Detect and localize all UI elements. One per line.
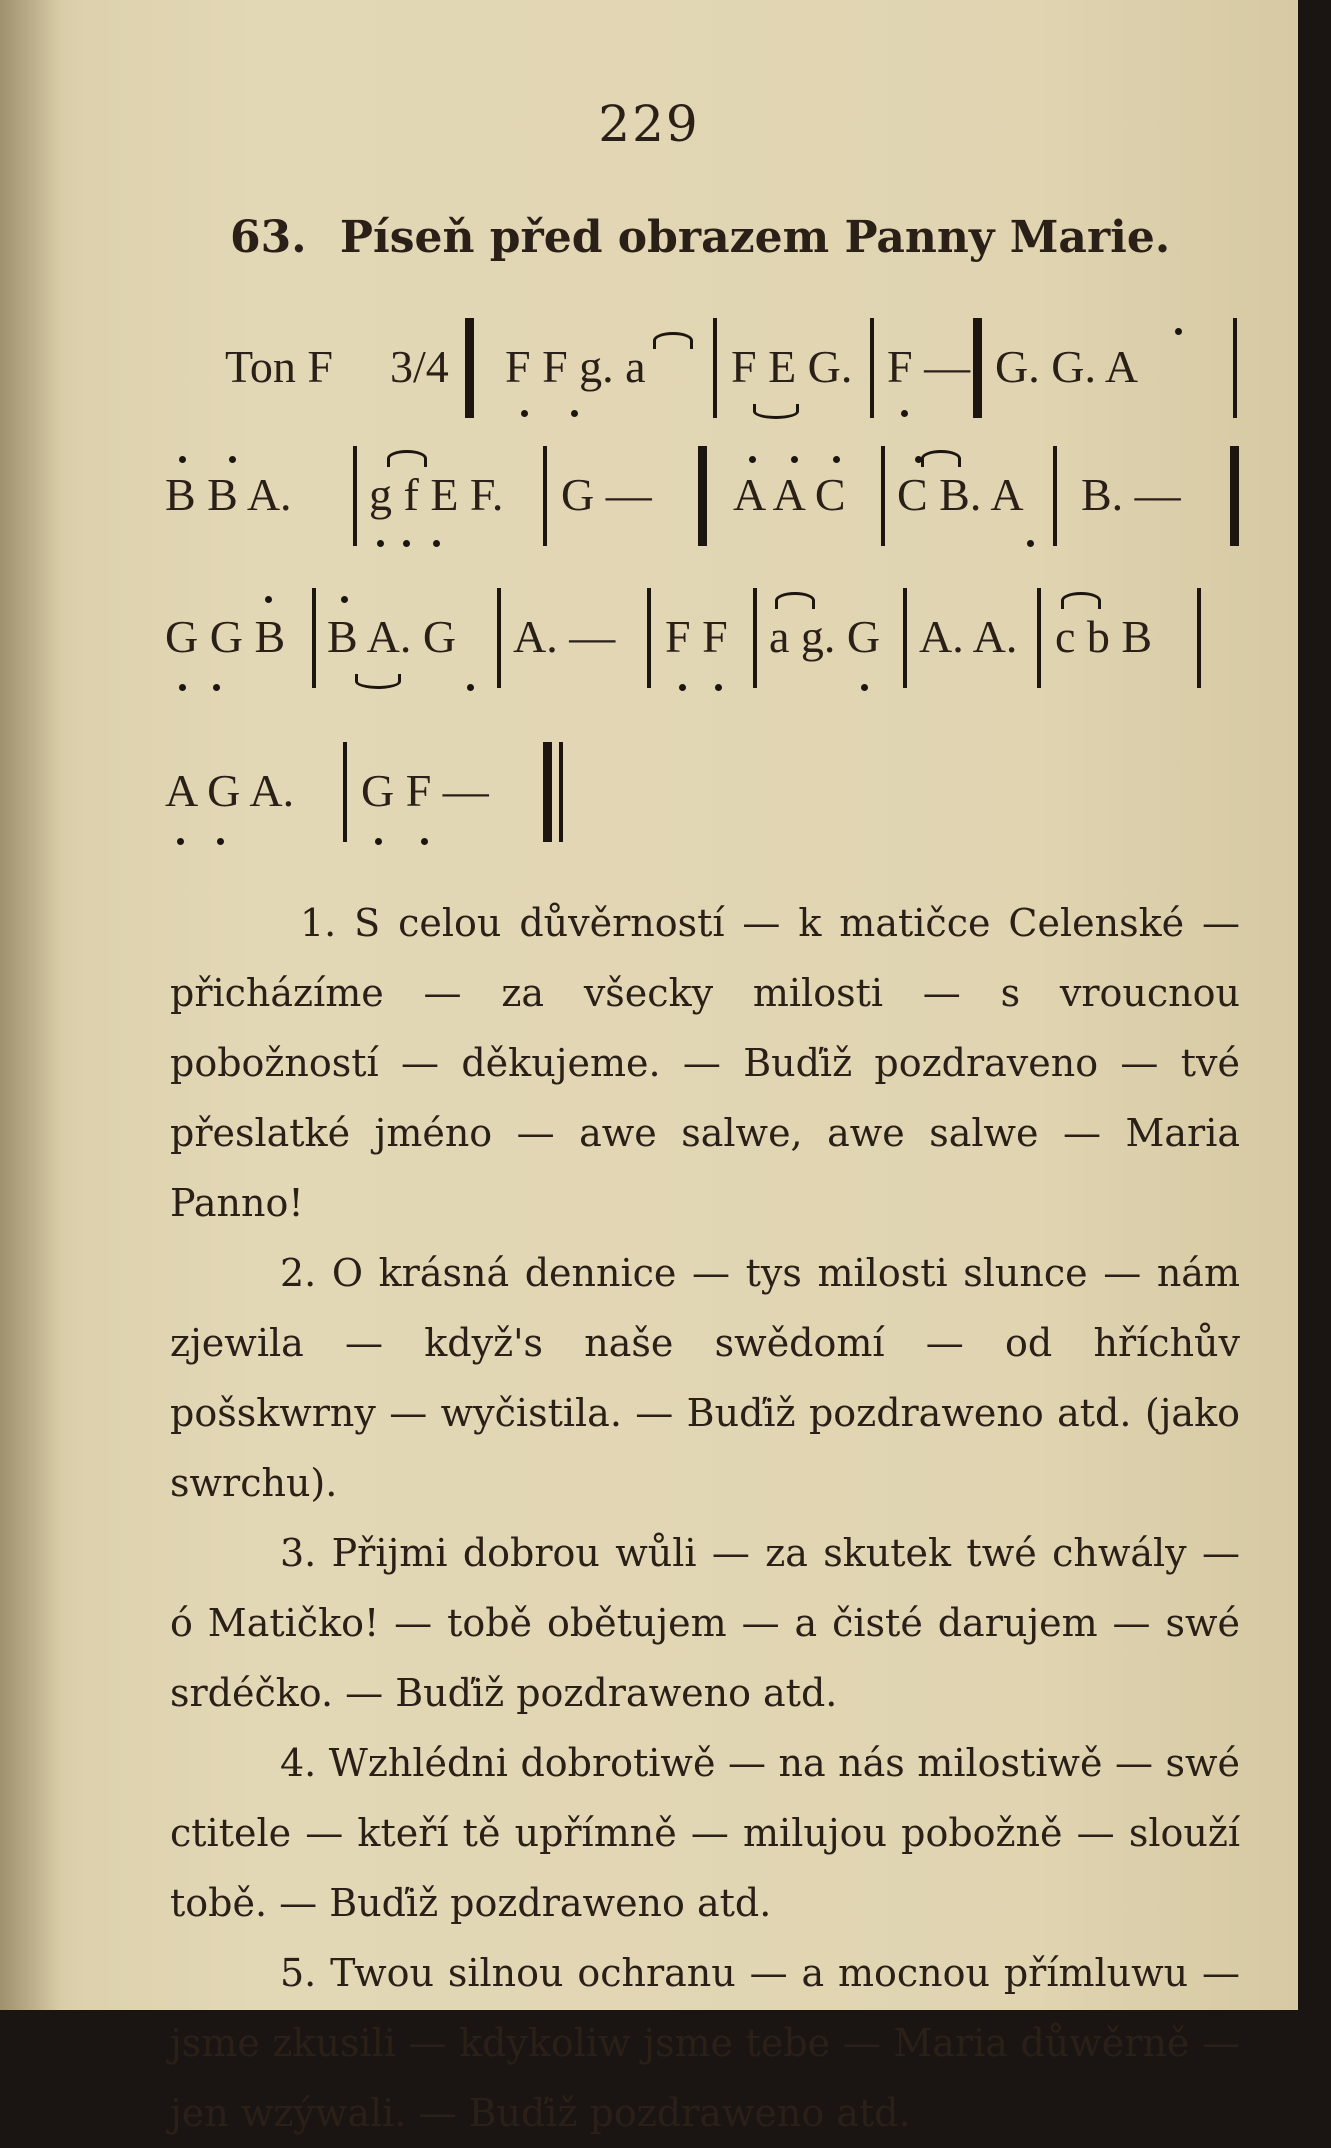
octave-dot bbox=[915, 456, 922, 463]
barline bbox=[870, 318, 874, 418]
octave-dot bbox=[679, 684, 686, 691]
melody-measure: A G A. bbox=[165, 765, 295, 816]
octave-dot bbox=[213, 684, 220, 691]
octave-dot bbox=[833, 456, 840, 463]
verse-2: 2. O krásná dennice — tys milosti slunce — nám zjewila — když's naše swědomí — od hříchův pošskwrny — wyčistila. — Buďiž pozdraweno atd. (jako swrchu). bbox=[170, 1251, 1240, 1505]
octave-dot bbox=[1027, 540, 1034, 547]
octave-dot bbox=[433, 540, 440, 547]
octave-dot bbox=[377, 540, 384, 547]
octave-dot bbox=[403, 540, 410, 547]
verse-1: 1. S celou důvěrností — k matičce Celenské — přicházíme — za všecky milosti — s vroucnou pobožností — děkujeme. — Buďiž pozdraveno — tvé přeslatké jméno — awe salwe, awe salwe — Maria Panno! bbox=[170, 901, 1240, 1225]
octave-dot bbox=[341, 596, 348, 603]
slur-mark bbox=[921, 450, 961, 467]
double-barline bbox=[973, 318, 982, 418]
melody-measure: A A C bbox=[733, 469, 846, 520]
octave-dot bbox=[1175, 328, 1182, 335]
melody-measure: G. G. A bbox=[995, 341, 1139, 392]
slur-mark bbox=[387, 450, 427, 467]
melody-measure: F F bbox=[665, 611, 728, 662]
melody-measure: F F g. a bbox=[505, 341, 646, 392]
page-number: 229 bbox=[598, 95, 700, 153]
verse-3: 3. Přijmi dobrou wůli — za skutek twé chwály — ó Matičko! — tobě obětujem — a čisté darujem — swé srdéčko. — Buďiž pozdraweno atd. bbox=[170, 1531, 1240, 1715]
barline bbox=[1053, 446, 1057, 546]
barline bbox=[881, 446, 885, 546]
melody-measure: C B. A bbox=[897, 469, 1024, 520]
octave-dot bbox=[217, 838, 224, 845]
octave-dot bbox=[901, 410, 908, 417]
melody-line-4 bbox=[165, 742, 665, 852]
final-barline bbox=[559, 742, 563, 842]
octave-dot bbox=[791, 456, 798, 463]
melody-measure: c b B bbox=[1055, 611, 1153, 662]
octave-dot bbox=[571, 410, 578, 417]
barline bbox=[903, 588, 907, 688]
slur-mark bbox=[1061, 592, 1101, 609]
barline bbox=[1197, 588, 1201, 688]
octave-dot bbox=[265, 596, 272, 603]
melody-measure: A. A. bbox=[919, 611, 1018, 662]
barline bbox=[1233, 318, 1237, 418]
song-title bbox=[230, 212, 1230, 263]
melody-meter: 3/4 bbox=[390, 341, 449, 392]
tie-mark bbox=[753, 404, 799, 419]
octave-dot bbox=[179, 456, 186, 463]
melody-measure: F E G. bbox=[731, 341, 853, 392]
slur-mark bbox=[653, 332, 693, 349]
octave-dot bbox=[179, 684, 186, 691]
double-barline bbox=[698, 446, 707, 546]
barline bbox=[753, 588, 757, 688]
melody-line-3 bbox=[165, 588, 1245, 698]
melody-measure: B B A. bbox=[165, 469, 292, 520]
octave-dot bbox=[749, 456, 756, 463]
barline bbox=[343, 742, 347, 842]
octave-dot bbox=[521, 410, 528, 417]
melody-measure: A. — bbox=[513, 611, 616, 662]
octave-dot bbox=[861, 684, 868, 691]
spine-shadow bbox=[0, 0, 60, 2010]
song-verses bbox=[170, 888, 1240, 2148]
barline bbox=[465, 318, 474, 418]
barline bbox=[543, 446, 547, 546]
melody-measure: F — bbox=[887, 341, 971, 392]
melody-key: Ton F bbox=[225, 341, 333, 392]
octave-dot bbox=[467, 684, 474, 691]
octave-dot bbox=[421, 838, 428, 845]
melody-measure: G — bbox=[561, 469, 652, 520]
melody-measure: B A. G bbox=[327, 611, 457, 662]
barline bbox=[647, 588, 651, 688]
verse-4: 4. Wzhlédni dobrotiwě — na nás milostiwě — swé ctitele — kteří tě upřímně — milujou pobožně — slouží tobě. — Buďiž pozdraweno atd. bbox=[170, 1741, 1240, 1925]
octave-dot bbox=[177, 838, 184, 845]
melody-measure: G G B bbox=[165, 611, 286, 662]
octave-dot bbox=[229, 456, 236, 463]
barline bbox=[1037, 588, 1041, 688]
barline bbox=[353, 446, 357, 546]
melody-line-2 bbox=[165, 446, 1245, 556]
song-number: 63. bbox=[230, 212, 307, 263]
double-barline bbox=[1230, 446, 1239, 546]
melody-line-1 bbox=[165, 318, 1245, 428]
octave-dot bbox=[715, 684, 722, 691]
song-title-text: Píseň před obrazem Panny Marie. bbox=[339, 212, 1171, 263]
barline bbox=[713, 318, 717, 418]
verse-5: 5. Twou silnou ochranu — a mocnou přímluwu — jsme zkusili — kdykoliw jsme tebe — Maria důwěrně — jen wzýwali. — Buďiž pozdraweno atd. bbox=[170, 1951, 1240, 2135]
melody-measure: B. — bbox=[1081, 469, 1181, 520]
melody-measure: G F — bbox=[361, 765, 489, 816]
octave-dot bbox=[375, 838, 382, 845]
slur-mark bbox=[775, 592, 815, 609]
barline bbox=[312, 588, 316, 688]
melody-measure: g f E F. bbox=[369, 469, 504, 520]
final-barline bbox=[543, 742, 552, 842]
melody-measure: a g. G bbox=[769, 611, 881, 662]
tie-mark bbox=[355, 674, 401, 689]
barline bbox=[497, 588, 501, 688]
